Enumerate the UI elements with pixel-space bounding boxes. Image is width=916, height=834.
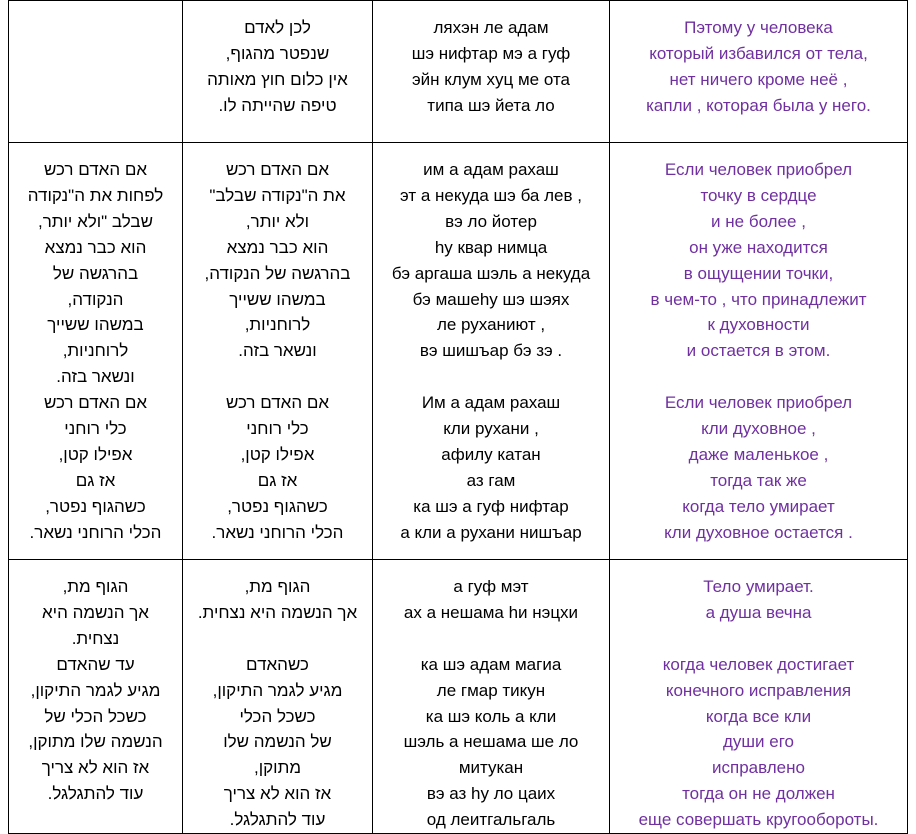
text-line: даже маленькое , [688,444,829,464]
text-line: הוא כבר נמצא [226,237,329,257]
text-line: טיפה שהייתה לו. [218,95,337,115]
text-line: אך הנשמה היא נצחית. [197,602,358,622]
text-line: который избавился от тела, [649,43,868,63]
text-line: אם האדם רכש [43,393,148,413]
text-line: кли духовное остается . [664,522,853,542]
text-line: בהרגשה של [52,263,139,283]
translation-cell [610,143,908,560]
table-row [9,1,908,143]
text-line: когда все кли [705,706,812,726]
text-line: капли , которая была у него. [646,95,871,115]
text-line: כשהאדם [246,654,309,674]
text-line: כשכל הכלי של [44,706,147,726]
text-line: типа шэ йета ло [427,95,555,115]
text-line: бэ аргаша шэль а некуда [391,263,591,283]
text-line [614,626,903,652]
text-line: конечного исправления [665,680,852,700]
text-line: шэль а нешама ше ло [403,732,579,752]
text-line: לפחות את ה"נקודה [27,185,164,205]
text-line: אין כלום חוץ מאותה [207,69,348,89]
hebrew-full-cell [9,143,183,560]
text-line: эт а некуда шэ ба лев , [400,185,582,205]
text-line: вэ ло йотер [445,211,537,231]
text-line: את ה"נקודה שבלב" [209,185,346,205]
text-line: ка шэ коль а кли [425,706,557,726]
text-line: מתוקן, [253,758,301,778]
hebrew-short-cell [183,1,373,143]
hebrew-full-cell [9,1,183,143]
text-line: הכלי הרוחני נשאר. [29,522,162,542]
text-line: בהרגשה של הנקודה, [204,263,351,283]
text-line [187,626,368,652]
text-line: ле гмар тикун [436,680,546,700]
text-line [187,364,368,390]
text-line: לכן לאדם [244,18,311,37]
text-line: הוא כבר נמצא [44,237,147,257]
text-line: במשהו ששייך [47,315,144,335]
text-line: עוד להתגלגל. [47,784,144,804]
text-line: אך הנשמה היא [42,602,149,622]
table-row [9,560,908,834]
hebrew-full-cell [9,560,183,834]
text-line: הגוף מת, [244,577,311,596]
text-line: точку в сердце [700,185,817,205]
text-line: и остается в этом. [686,341,831,361]
text-line: и не более , [711,211,806,231]
text-line: в чем-то , что принадлежит [650,289,867,309]
text-line: מגיע לגמר התיקון, [212,680,343,700]
text-line: שנפטר מהגוף, [225,43,330,63]
text-line: а душа вечна [705,602,812,622]
table-row [9,143,908,560]
text-line: бэ машеhу шэ шэях [412,289,570,309]
text-line: митукан [458,758,524,778]
text-line: הגוף מת, [62,577,129,596]
text-line: ונשאר בזה. [238,341,317,361]
transliteration-cell [373,143,610,560]
text-line: когда тело умирает [682,496,835,516]
text-line: כלי רוחני [246,419,309,439]
text-line: тогда так же [710,470,807,490]
text-line: кли рухани , [443,419,539,439]
text-line: ах а нешама hи нэцхи [403,602,579,622]
lesson-table [8,0,908,834]
text-line: эйн клум хуц ме ота [411,69,570,89]
text-line: אז גם [75,470,116,490]
text-line [377,364,605,390]
text-line: ка шэ а гуф нифтар [413,496,569,516]
hebrew-short-cell [183,143,373,560]
text-line: אז הוא לא צריך [41,758,150,778]
text-line: אפילו קטן, [58,444,133,464]
text-line: шэ нифтар мэ а гуф [411,43,571,63]
text-line: אם האדם רכש [43,160,148,179]
text-line: афилу катан [441,444,541,464]
text-line: הנשמה שלו מתוקן, [28,732,163,752]
text-line: הכלי הרוחני נשאר. [211,522,344,542]
text-line: אפילו קטן, [240,444,315,464]
text-line: а кли а рухани нишъар [400,522,582,542]
text-line: ляхэн ле адам [433,18,549,37]
text-line: עד שהאדם [56,654,135,674]
text-line: аз гам [466,470,516,490]
translation-cell [610,1,908,143]
text-line: нет ничего кроме неё , [669,69,848,89]
text-line: כשכל הכלי [239,706,316,726]
text-line: לרוחניות, [244,315,311,335]
text-line: Если человек приобрел [664,160,853,179]
text-line: Если человек приобрел [664,393,853,413]
text-line: אם האדם רכש [225,393,330,413]
text-line: а гуф мэт [453,577,529,596]
text-line: כשהגוף נפטר, [45,496,146,516]
transliteration-cell [373,1,610,143]
text-line: אם האדם רכש [225,160,330,179]
text-line: של הנשמה שלו [223,732,332,752]
text-line: שבלב "ולא יותר, [37,211,154,231]
text-line: מגיע לגמר התיקון, [30,680,161,700]
text-line: Пэтому у человека [684,18,833,37]
text-line: од леитгальгаль [426,810,556,830]
transliteration-cell [373,560,610,834]
text-line: в ощущении точки, [683,263,834,283]
text-line: נצחית. [71,628,120,648]
text-line: אז הוא לא צריך [223,784,332,804]
text-line: הנקודה, [67,289,124,309]
text-line: ка шэ адам магиа [420,654,562,674]
translation-cell [610,560,908,834]
text-line: אז גם [257,470,298,490]
text-line [377,626,605,652]
text-line: במשהו ששייך [229,289,326,309]
text-line: hу квар нимца [434,237,548,257]
text-line: кли духовное , [701,419,816,439]
text-line: вэ аз hу ло цаих [426,784,556,804]
text-line: עוד להתגלגל. [229,810,326,830]
text-line: к духовности [707,315,810,335]
text-line: когда человек достигает [662,654,855,674]
text-line: исправлено [712,758,805,778]
text-line: души его [722,732,794,752]
text-line: еще совершать кругообороты. [638,810,879,830]
text-line: Тело умирает. [703,577,814,596]
text-line: ונשאר בזה. [56,367,135,387]
text-line: כשהגוף נפטר, [227,496,328,516]
text-line: כלי רוחני [64,419,127,439]
text-line: вэ шишъар бэ зэ . [419,341,563,361]
text-line: ле руханиют , [436,315,546,335]
hebrew-short-cell [183,560,373,834]
text-line: им а адам рахаш [423,160,559,179]
text-line: тогда он не должен [682,784,835,804]
text-line [614,364,903,390]
text-line: ולא יותר, [245,211,310,231]
text-line: לרוחניות, [62,341,129,361]
text-line: он уже находится [689,237,828,257]
text-line: Им а адам рахаш [421,393,561,413]
